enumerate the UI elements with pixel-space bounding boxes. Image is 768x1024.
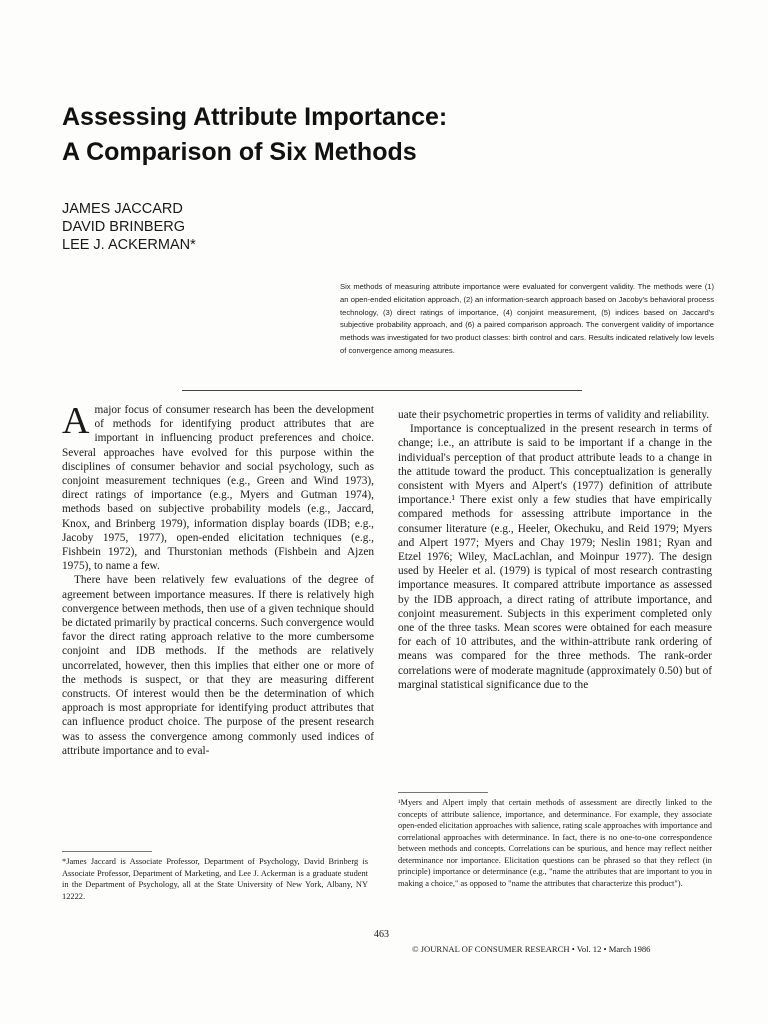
page-number: 463 [374, 929, 389, 940]
paragraph [62, 400, 374, 573]
section-divider [182, 390, 582, 391]
footnote-rule [62, 851, 152, 852]
author-3: LEE J. ACKERMAN* [62, 237, 196, 253]
paragraph: Importance is conceptualized in the present research in terms of change; i.e., an attribute is said to be important if a change in the individual's perception of that product attribute leads to a change in the attitude toward the product. This conceptualization is generally consistent with Myers and Alpert's (1977) definition of attribute importance.¹ There exist only a few studies that have empirically compared methods for assessing attribute importance in the consumer literature (e.g., Heeler, Okechuku, and Reid 1979; Myers and Alpert 1977; Myers and Chay 1979; Neslin 1981; Ryan and Etzel 1976; Wiley, MacLachlan, and Moinpur 1977). The design used by Heeler et al. (1979) is typical of most research contrasting importance measures. It compared attribute importance as assessed by the IDB approach, a direct rating of attribute importance, and conjoint measurement. Subjects in this experiment completed only one of the three tasks. Mean scores were obtained for each measure for each of 10 attributes, and the within-attribute rank ordering of means was compared for the three methods. The rank-order correlations were of moderate magnitude (approximately 0.50) but of marginal statistical significance due to the [398, 423, 712, 691]
article-title [62, 100, 447, 170]
body-column-left [62, 400, 374, 758]
title-line-2: A Comparison of Six Methods [62, 138, 417, 166]
body-column-right [398, 408, 712, 692]
journal-citation: © JOURNAL OF CONSUMER RESEARCH • Vol. 12 • March 1986 [412, 944, 651, 954]
paragraph: uate their psychometric properties in terms of validity and reliability. [398, 409, 710, 421]
paragraph: There have been relatively few evaluations of the degree of agreement between importance measures. If there is relatively high convergence between methods, then use of a given technique should be dictated primarily by practical concerns. Such convergence would favor the direct rating approach relative to the more cumbersome conjoint and IDB methods. If the methods are relatively uncorrelated, however, then this implies that either one or more of the methods is suspect, or that they are measuring different constructs. Of interest would then be the determination of which approach is most appropriate for identifying product attributes that can influence product choice. The purpose of the present research was to assess the convergence among commonly used indices of attribute importance and to eval- [62, 574, 374, 757]
footnote-rule [398, 792, 488, 793]
paragraph-text: major focus of consumer research has been the development of methods for identifying product attributes that are important in influencing product preferences and choice. Several approaches have evolved for this purpose within the disciplines of consumer behavior and social psychology, such as conjoint measurement techniques (e.g., Green and Wind 1973), direct ratings of importance (e.g., Myers and Gutman 1974), methods based on subjective probability models (e.g., Jaccard, Knox, and Brinberg 1979), information display boards (IDB; e.g., Jacoby 1975, 1977), open-ended elicitation techniques (e.g., Fishbein 1972), and Thurstonian methods (Fishbein and Ajzen 1975), to name a few. [62, 404, 374, 573]
drop-cap: A [62, 400, 90, 442]
author-2: DAVID BRINBERG [62, 219, 186, 235]
abstract: Six methods of measuring attribute importance were evaluated for convergent validity. The methods were (1) an open-ended elicitation approach, (2) an information-search approach based on Jacoby's behavioral process technology, (3) direct ratings of importance, (4) conjoint measurement, (5) indices based on Jaccard's subjective probability approach, and (6) a paired comparison approach. The convergent validity of importance methods was investigated for two product classes: birth control and cars. Results indicated relatively low levels of convergence among measures. [340, 282, 714, 355]
title-line-1: Assessing Attribute Importance: [62, 103, 448, 131]
footnote-1: ¹Myers and Alpert imply that certain methods of assessment are directly linked to the concepts of attribute salience, importance, and determinance. For example, they associate open-ended elicitation approaches with salience, rating scale approaches with importance and correlational approaches with determinance. In fact, there is no one-to-one correspondence between methods and concepts. Correlations can be spurious, and hence may reflect neither determinance nor importance. Elicitation questions can be phrased so that they reflect (in principle) importance or determinance (e.g., "name the attributes that are important to you in making a choice," as opposed to "name the attributes that characterize this product"). [398, 798, 712, 888]
author-1: JAMES JACCARD [62, 201, 183, 217]
author-list [62, 200, 196, 254]
author-footnote: *James Jaccard is Associate Professor, Department of Psychology, David Brinberg is Associate Professor, Department of Marketing, and Lee J. Ackerman is a graduate student in the Department of Psychology, all at the State University of New York, Albany, NY 12222. [62, 857, 368, 901]
